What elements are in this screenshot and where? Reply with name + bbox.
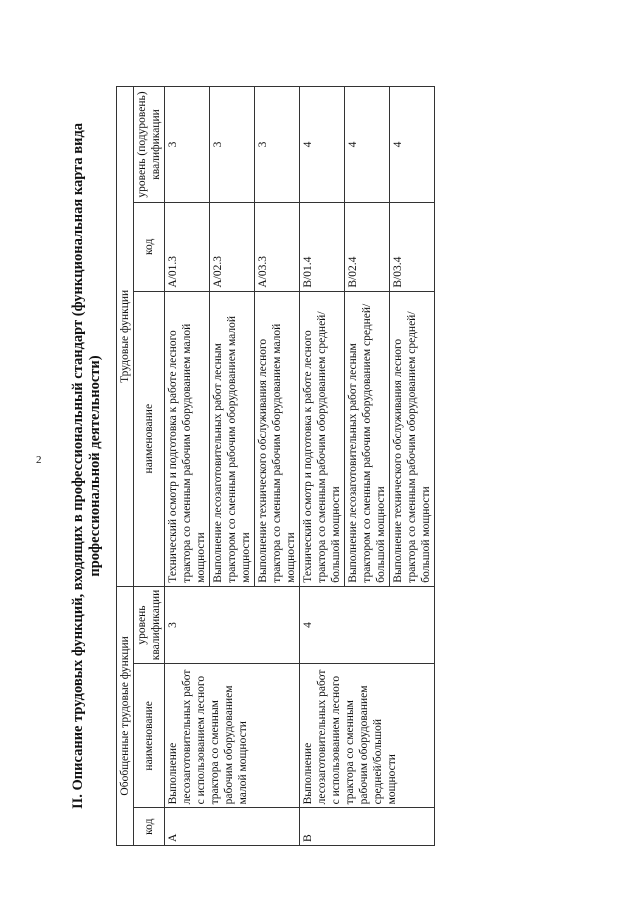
tf-level: 4 bbox=[390, 87, 435, 203]
tf-code: B/03.4 bbox=[390, 202, 435, 291]
section-title bbox=[70, 86, 104, 846]
tf-code: A/02.3 bbox=[210, 202, 255, 291]
row-name: Выполнение лесозаготовительных работ с использованием лесного трактора со сменным рабочим оборудованием малой мощности bbox=[165, 664, 300, 808]
row-code: B bbox=[300, 808, 435, 846]
tf-code: B/02.4 bbox=[345, 202, 390, 291]
header-tf-level: уровень (подуровень) квалификации bbox=[134, 87, 165, 203]
tf-level: 4 bbox=[300, 87, 345, 203]
rotated-sheet bbox=[70, 86, 590, 846]
table-row bbox=[165, 87, 210, 846]
tf-name: Выполнение технического обслуживания лесного трактора со сменным рабочим оборудованием малой мощности bbox=[255, 291, 300, 586]
tf-name: Технический осмотр и подготовка к работе лесного трактора со сменным рабочим оборудованием малой мощности bbox=[165, 291, 210, 586]
row-name: Выполнение лесозаготовительных работ с использованием лесного трактора со сменным рабочим оборудованием средней/большой мощности bbox=[300, 664, 435, 808]
tf-level: 3 bbox=[210, 87, 255, 203]
header-tf-name: наименование bbox=[134, 291, 165, 586]
title-line-2: профессиональной деятельности) bbox=[87, 355, 103, 577]
header-name: наименование bbox=[134, 664, 165, 808]
header-code: код bbox=[134, 808, 165, 846]
tf-level: 3 bbox=[255, 87, 300, 203]
title-line-1: II. Описание трудовых функций, входящих в профессиональный стандарт (функциональная карта вида bbox=[70, 122, 86, 810]
tf-code: A/01.3 bbox=[165, 202, 210, 291]
tf-name: Технический осмотр и подготовка к работе лесного трактора со сменным рабочим оборудованием средней/большой мощности bbox=[300, 291, 345, 586]
tf-name: Выполнение лесозаготовительных работ лесным трактором со сменным рабочим оборудованием средней/большой мощности bbox=[345, 291, 390, 586]
header-general-functions: Обобщенные трудовые функции bbox=[117, 586, 134, 845]
tf-name: Выполнение лесозаготовительных работ лесным трактором со сменным рабочим оборудованием малой мощности bbox=[210, 291, 255, 586]
tf-name: Выполнение технического обслуживания лесного трактора со сменным рабочим оборудованием средней/большой мощности bbox=[390, 291, 435, 586]
row-level: 4 bbox=[300, 586, 435, 664]
page-number: 2 bbox=[36, 454, 42, 466]
tf-level: 3 bbox=[165, 87, 210, 203]
tf-code: B/01.4 bbox=[300, 202, 345, 291]
row-code: A bbox=[165, 808, 300, 846]
functional-map-table bbox=[116, 86, 435, 846]
tf-level: 4 bbox=[345, 87, 390, 203]
tf-code: A/03.3 bbox=[255, 202, 300, 291]
row-level: 3 bbox=[165, 586, 300, 664]
header-labor-functions: Трудовые функции bbox=[117, 87, 134, 587]
table-row bbox=[300, 87, 345, 846]
header-tf-code: код bbox=[134, 202, 165, 291]
header-level: уровень квалификации bbox=[134, 586, 165, 664]
